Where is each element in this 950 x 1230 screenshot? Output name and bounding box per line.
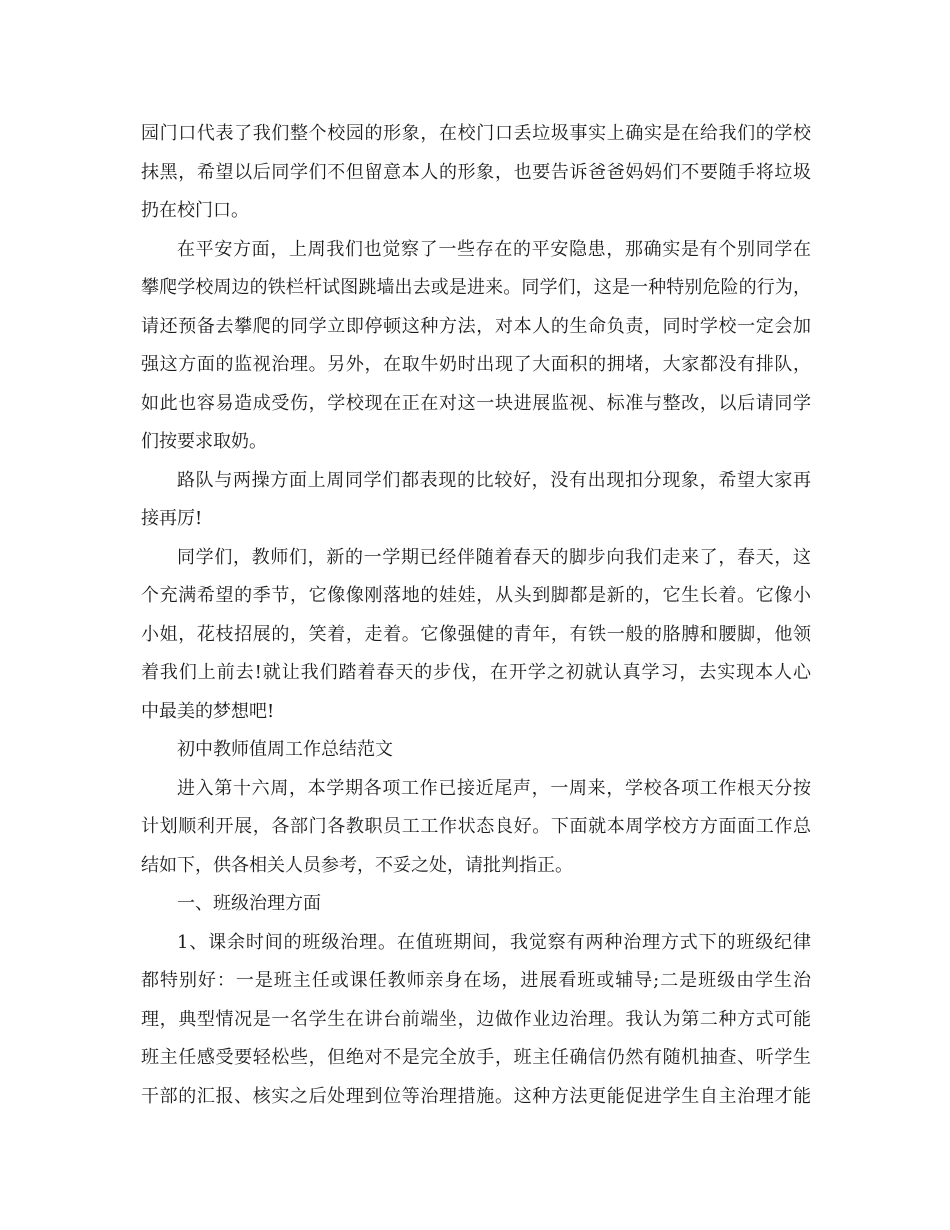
- paragraph-first-line: 进入第十六周，本学期各项工作已接近尾声，一周来，学校各项工作根天分按: [177, 777, 811, 799]
- paragraph-line: 接再厉!: [141, 508, 203, 529]
- paragraph-first-line: 初中教师值周工作总结范文: [177, 739, 393, 760]
- document-body: [141, 115, 811, 1116]
- paragraph-line: 着我们上前去!就让我们踏着春天的步伐，在开学之初就认真学习，去实现本人心: [141, 662, 811, 683]
- paragraph-line: 结如下，供各相关人员参考，不妥之处，请批判指正。: [141, 854, 573, 876]
- paragraph-line: 扔在校门口。: [141, 200, 249, 221]
- paragraph-line: 中最美的梦想吧!: [141, 700, 275, 722]
- paragraph-line: 园门口代表了我们整个校园的形象，在校门口丢垃圾事实上确实是在给我们的学校: [141, 123, 811, 144]
- paragraph-line: 都特别好：一是班主任或课任教师亲身在场，进展看班或辅导;二是班级由学生治: [141, 970, 811, 991]
- paragraph-line: 请还预备去攀爬的同学立即停顿这种方法，对本人的生命负责，同时学校一定会加: [141, 315, 811, 337]
- paragraph-line: 理，典型情况是一名学生在讲台前端坐，边做作业边治理。我认为第二种方式可能: [141, 1008, 811, 1030]
- paragraph-line: 计划顺利开展，各部门各教职员工工作状态良好。下面就本周学校方方面面工作总: [141, 816, 811, 837]
- paragraph-line: 强这方面的监视治理。另外，在取牛奶时出现了大面积的拥堵，大家都没有排队，: [141, 354, 811, 375]
- paragraph-line: 攀爬学校周边的铁栏杆试图跳墙出去或是进来。同学们，这是一种特别危险的行为，: [141, 277, 811, 298]
- paragraph-first-line: 一、班级治理方面: [177, 893, 321, 914]
- paragraph-first-line: 1、课余时间的班级治理。在值班期间，我觉察有两种治理方式下的班级纪律: [177, 931, 811, 953]
- paragraph-line: 班主任感受要轻松些，但绝对不是完全放手，班主任确信仍然有随机抽查、听学生: [141, 1047, 811, 1068]
- paragraph-line: 们按要求取奶。: [141, 431, 267, 452]
- paragraph-first-line: 同学们，教师们，新的一学期已经伴随着春天的脚步向我们走来了，春天，这: [177, 546, 811, 568]
- paragraph-line: 个充满希望的季节，它像像刚落地的娃娃，从头到脚都是新的，它生长着。它像小: [141, 585, 811, 606]
- paragraph-line: 抹黑，希望以后同学们不但留意本人的形象，也要告诉爸爸妈妈们不要随手将垃圾: [141, 161, 811, 183]
- paragraph-line: 干部的汇报、核实之后处理到位等治理措施。这种方法更能促进学生自主治理才能: [141, 1085, 811, 1107]
- paragraph-line: 如此也容易造成受伤，学校现在正在对这一块进展监视、标准与整改，以后请同学: [141, 392, 811, 414]
- paragraph-line: 小姐，花枝招展的，笑着，走着。它像强健的青年，有铁一般的胳膊和腰脚，他领: [141, 623, 811, 645]
- paragraph-first-line: 路队与两操方面上周同学们都表现的比较好，没有出现扣分现象，希望大家再: [177, 469, 811, 491]
- paragraph-first-line: 在平安方面，上周我们也觉察了一些存在的平安隐患，那确实是有个别同学在: [177, 238, 811, 260]
